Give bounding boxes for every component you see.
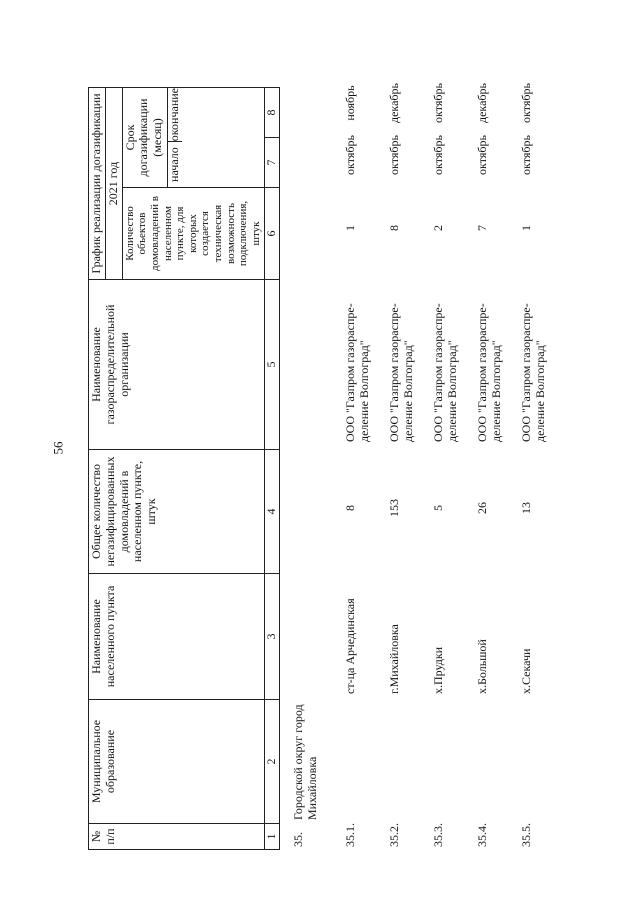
- row-org: ООО "Газпром газораспре-деление Волгоград": [431, 303, 459, 442]
- row-num: 35.5.: [519, 823, 533, 847]
- col-number: 8: [264, 88, 279, 138]
- header-end: окончание: [166, 88, 181, 142]
- row-total: 5: [431, 505, 445, 511]
- row-total: 153: [387, 499, 401, 517]
- row-org: ООО "Газпром газораспре-деление Волгоград": [387, 303, 415, 442]
- row-total: 13: [519, 502, 533, 514]
- row-settlement: х.Секачи: [519, 648, 533, 694]
- row-count: 7: [475, 225, 489, 231]
- row-start: октябрь: [387, 135, 401, 175]
- col-number: 6: [264, 188, 279, 280]
- row-end: октябрь: [431, 83, 445, 123]
- row-num: 35.3.: [431, 823, 445, 847]
- row-num: 35.2.: [387, 823, 401, 847]
- page-number: 56: [50, 441, 66, 455]
- group-row: [292, 50, 344, 850]
- row-start: октябрь: [431, 135, 445, 175]
- table-header: [88, 87, 280, 850]
- header-objects-count: Количество объектов домовладений в населенном пункте, для которых создается техническая возможность подключения, штук: [122, 188, 264, 280]
- table-body: [292, 50, 564, 850]
- table-row: [520, 50, 564, 850]
- col-number: 2: [264, 700, 279, 824]
- header-municipality: Муниципальное образование: [89, 700, 265, 824]
- row-settlement: г.Михайловка: [387, 624, 401, 694]
- row-total: 8: [343, 505, 357, 511]
- row-count: 1: [343, 225, 357, 231]
- col-number: 5: [264, 280, 279, 450]
- row-org: ООО "Газпром газораспре-деление Волгоград": [519, 303, 547, 442]
- header-start: начало: [168, 141, 182, 187]
- header-period-group: [122, 88, 264, 188]
- header-num: № п/п: [89, 824, 265, 850]
- table-row: [476, 50, 520, 850]
- header-schedule: График реализации догазификации: [89, 88, 106, 280]
- row-org: ООО "Газпром газораспре-деление Волгоград": [475, 303, 503, 442]
- group-name: Городской округ город Михайловка: [291, 704, 319, 820]
- row-end: декабрь: [387, 83, 401, 123]
- col-number: 3: [264, 574, 279, 700]
- row-end: октябрь: [519, 83, 533, 123]
- header-settlement: Наименование населенного пункта: [89, 574, 265, 700]
- table-row: [344, 50, 388, 850]
- row-start: октябрь: [475, 135, 489, 175]
- col-number: 7: [264, 138, 279, 188]
- row-count: 2: [431, 225, 445, 231]
- row-start: октябрь: [343, 135, 357, 175]
- table-row: [432, 50, 476, 850]
- header-total-households: Общее количество негазифицированных домовладений в населенном пункте, штук: [89, 450, 265, 574]
- header-gas-org: Наименование газораспределительной организации: [89, 280, 265, 450]
- row-count: 1: [519, 225, 533, 231]
- row-num: 35.1.: [343, 823, 357, 847]
- row-end: декабрь: [475, 83, 489, 123]
- row-num: 35.4.: [475, 823, 489, 847]
- row-settlement: х.Прудки: [431, 646, 445, 694]
- row-total: 26: [475, 502, 489, 514]
- table-row: [388, 50, 432, 850]
- row-settlement: ст-ца Арчединская: [343, 598, 357, 694]
- col-number: 1: [264, 824, 279, 850]
- row-settlement: х.Большой: [475, 639, 489, 694]
- row-start: октябрь: [519, 135, 533, 175]
- group-num: 35.: [291, 832, 305, 847]
- row-org: ООО "Газпром газораспре-деление Волгоград": [343, 303, 371, 442]
- header-period: Срок догазификации (месяц): [122, 98, 165, 177]
- row-end: ноябрь: [343, 85, 357, 121]
- header-year: 2021 год: [105, 88, 122, 280]
- row-count: 8: [387, 225, 401, 231]
- col-number: 4: [264, 450, 279, 574]
